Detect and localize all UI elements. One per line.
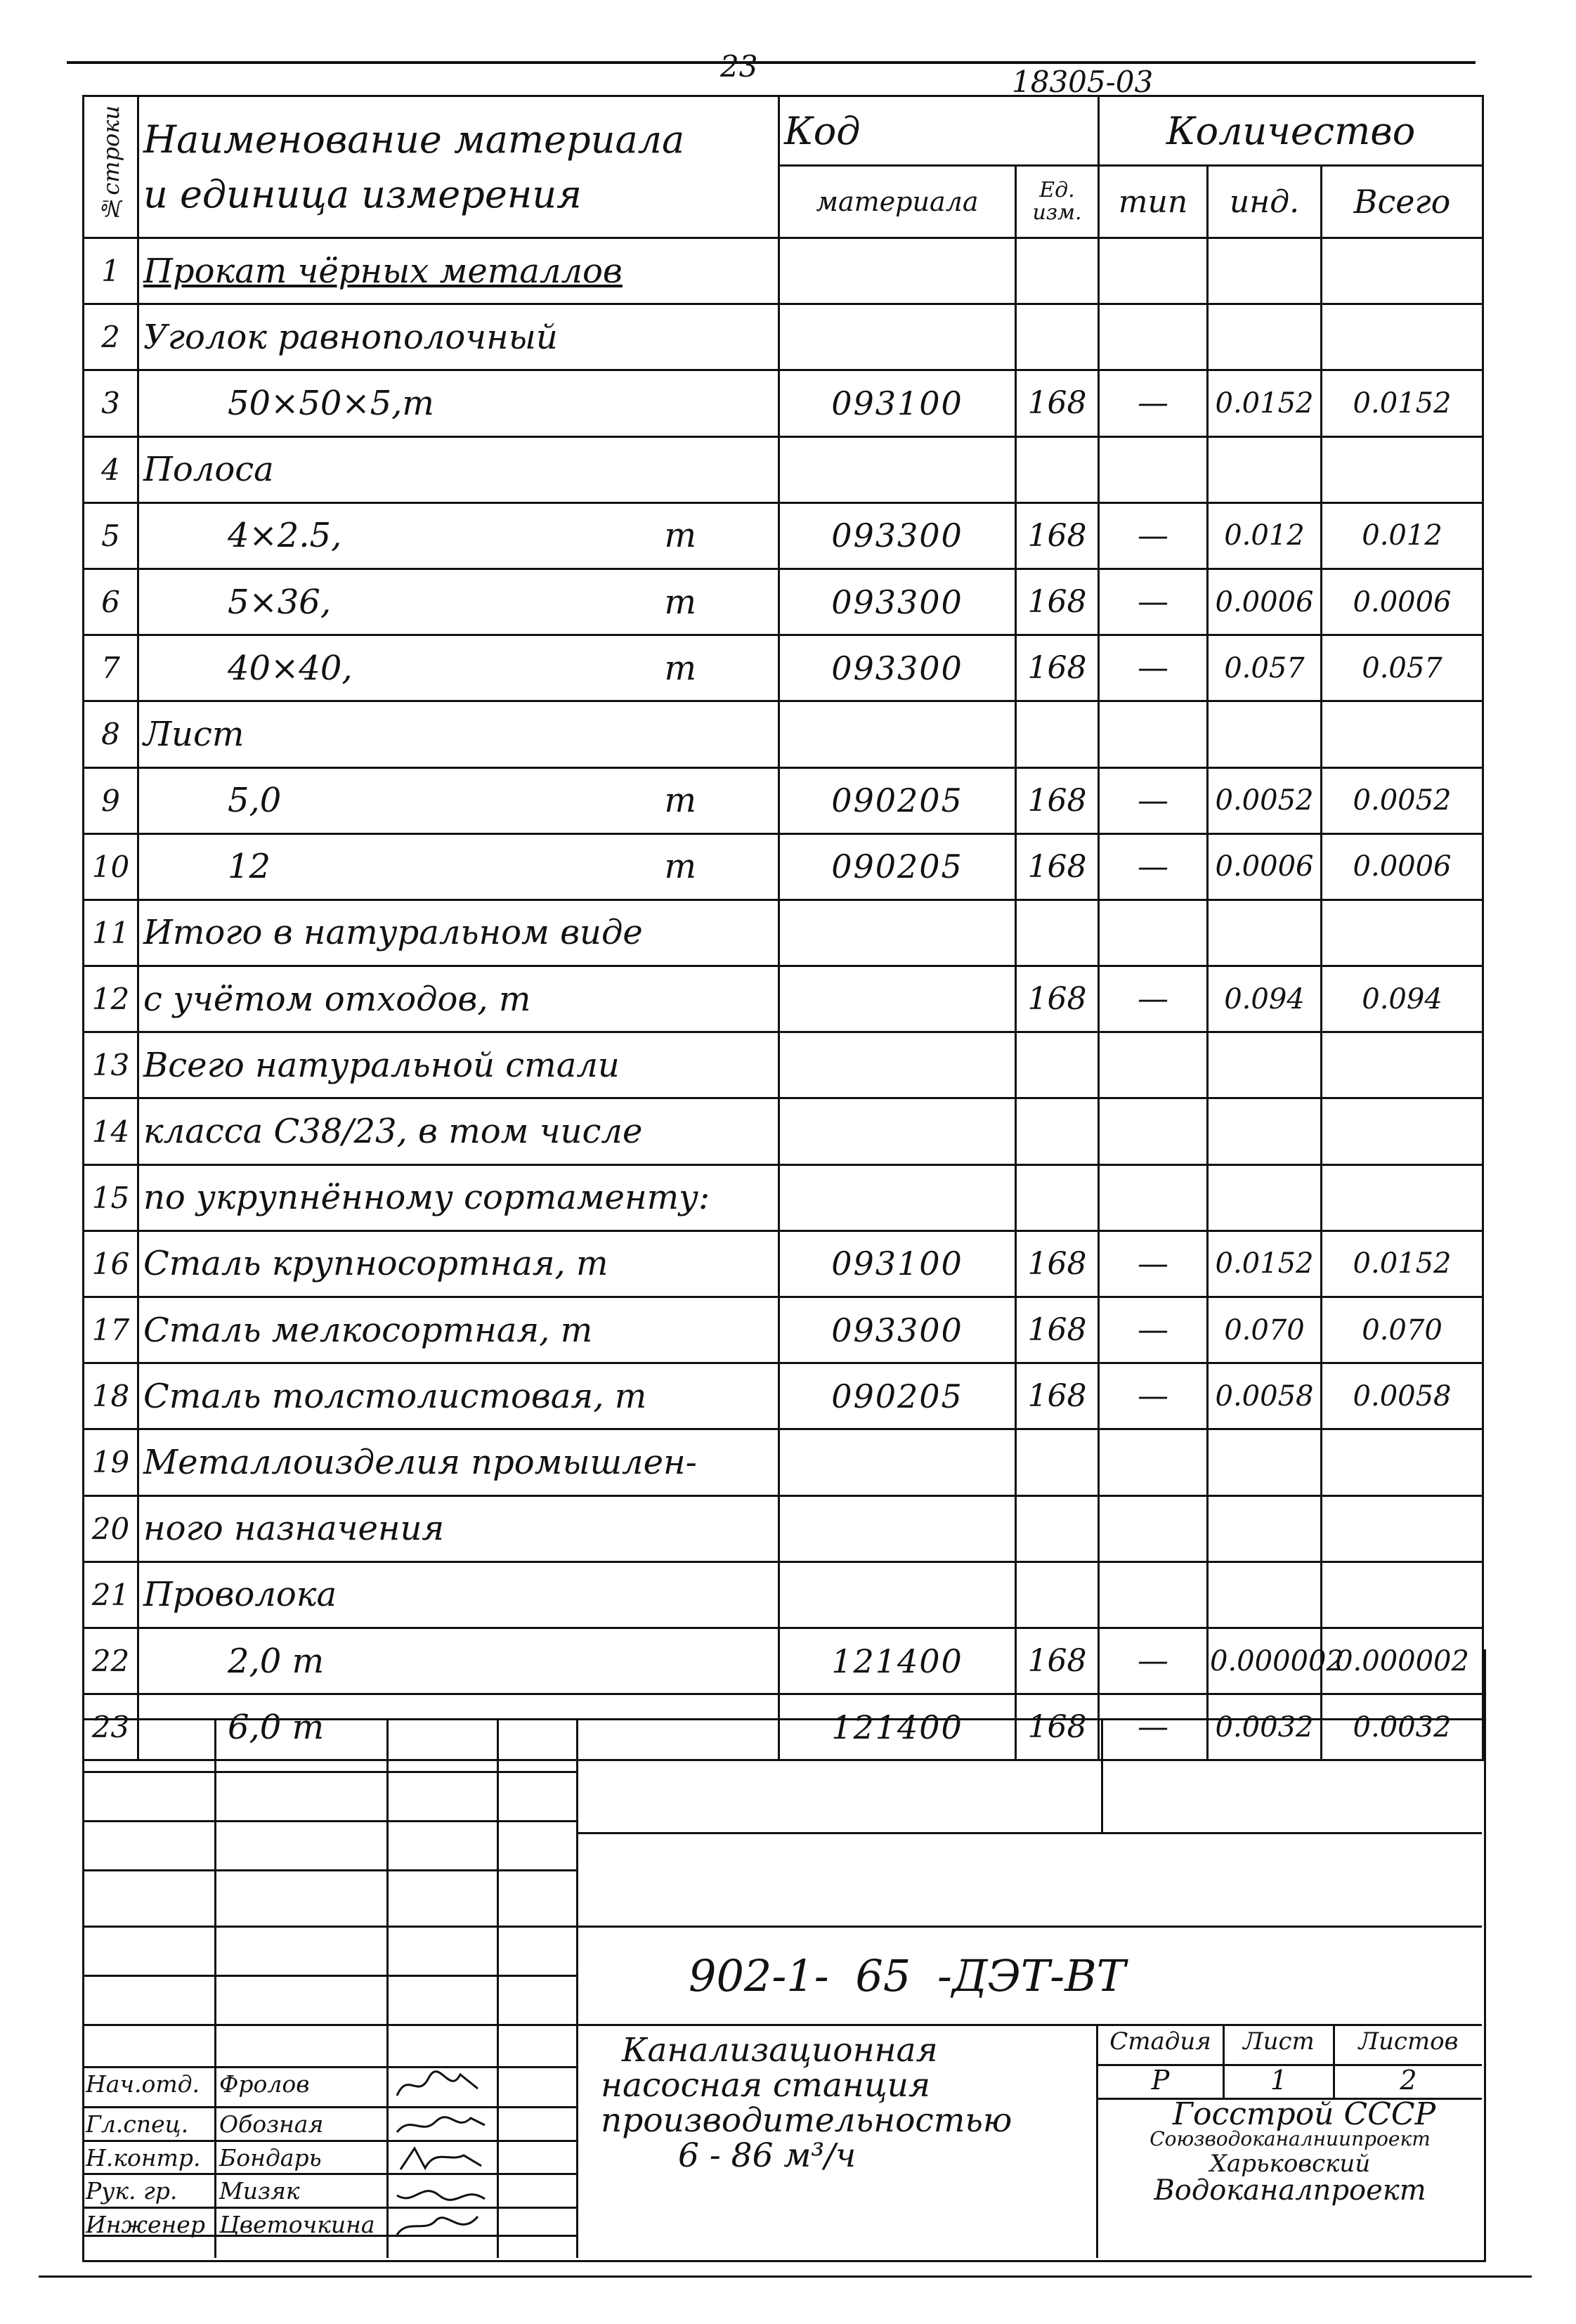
qty-type: — — [1099, 833, 1208, 900]
qty-type — [1099, 1495, 1208, 1562]
material-name: 50×50×5,т — [228, 383, 434, 423]
table-row — [84, 1098, 1483, 1164]
unit-code — [1016, 1429, 1099, 1495]
material-code — [779, 1032, 1016, 1098]
qty-total — [1322, 900, 1483, 966]
qty-type: — — [1099, 635, 1208, 701]
material-name: Металлоизделия промышлен- — [143, 1442, 697, 1482]
material-code — [779, 436, 1016, 502]
material-code — [779, 701, 1016, 767]
top-rule — [67, 61, 1476, 64]
material-name-cell — [138, 1231, 779, 1297]
code-unit-header: Ед. изм. — [1016, 166, 1099, 238]
table-row — [84, 966, 1483, 1032]
qty-type — [1099, 304, 1208, 370]
qty-type — [1099, 436, 1208, 502]
material-code: 093300 — [779, 502, 1016, 569]
material-name-cell — [138, 767, 779, 833]
qty-total: 0.094 — [1322, 966, 1483, 1032]
material-unit-label: т — [664, 582, 696, 622]
material-name: Прокат чёрных металлов — [143, 251, 623, 291]
table-row — [84, 1297, 1483, 1363]
unit-code — [1016, 1495, 1099, 1562]
row-number: 14 — [84, 1098, 138, 1164]
qty-total — [1322, 436, 1483, 502]
qty-ind — [1208, 701, 1322, 767]
qty-total: 0.0152 — [1322, 1231, 1483, 1297]
unit-code: 168 — [1016, 1628, 1099, 1694]
table-row — [84, 1495, 1483, 1562]
row-number: 12 — [84, 966, 138, 1032]
unit-code: 168 — [1016, 1231, 1099, 1297]
material-name-cell — [138, 1363, 779, 1429]
material-name: класса С38/23, в том числе — [143, 1112, 643, 1152]
unit-code — [1016, 1098, 1099, 1164]
qty-ind — [1208, 436, 1322, 502]
quantity-header: Количество — [1099, 96, 1483, 166]
signature-stroke — [400, 2148, 481, 2169]
row-number: 11 — [84, 900, 138, 966]
signature-name: Бондарь — [219, 2144, 322, 2172]
qty-type: — — [1099, 370, 1208, 436]
qty-ind-header: инд. — [1208, 166, 1322, 238]
signature-role: Гл.спец. — [86, 2110, 189, 2138]
unit-code: 168 — [1016, 635, 1099, 701]
qty-total: 0.0006 — [1322, 569, 1483, 635]
table-row — [84, 304, 1483, 370]
material-name-cell — [138, 1429, 779, 1495]
table-row — [84, 238, 1483, 304]
unit-code — [1016, 701, 1099, 767]
material-name: Лист — [143, 714, 245, 754]
sheets-label: Листов — [1358, 2027, 1459, 2056]
material-name: 6,0 т — [228, 1707, 325, 1747]
unit-code: 168 — [1016, 1363, 1099, 1429]
material-code: 093300 — [779, 569, 1016, 635]
material-code — [779, 1098, 1016, 1164]
qty-total: 0.0006 — [1322, 833, 1483, 900]
material-name-cell — [138, 833, 779, 900]
qty-type — [1099, 900, 1208, 966]
material-code — [779, 238, 1016, 304]
signature-role: Инженер — [86, 2211, 205, 2238]
unit-code: 168 — [1016, 833, 1099, 900]
material-code — [779, 1562, 1016, 1628]
row-number: 17 — [84, 1297, 138, 1363]
material-code: 093100 — [779, 1231, 1016, 1297]
qty-total — [1322, 1562, 1483, 1628]
signature-name: Фролов — [219, 2070, 310, 2098]
qty-type — [1099, 1164, 1208, 1231]
unit-code — [1016, 238, 1099, 304]
row-number: 8 — [84, 701, 138, 767]
qty-ind: 0.0152 — [1208, 370, 1322, 436]
qty-total — [1322, 1032, 1483, 1098]
material-name: Полоса — [143, 450, 274, 490]
table-row — [84, 1429, 1483, 1495]
qty-total: 0.000002 — [1322, 1628, 1483, 1694]
qty-total — [1322, 1164, 1483, 1231]
table-row — [84, 502, 1483, 569]
qty-ind: 0.0052 — [1208, 767, 1322, 833]
qty-total: 0.070 — [1322, 1297, 1483, 1363]
qty-type: — — [1099, 1694, 1208, 1760]
qty-ind: 0.0032 — [1208, 1694, 1322, 1760]
page-number: 23 — [720, 49, 758, 84]
material-name-cell — [138, 238, 779, 304]
material-name-cell — [138, 635, 779, 701]
table-row — [84, 635, 1483, 701]
qty-total: 0.012 — [1322, 502, 1483, 569]
row-number: 3 — [84, 370, 138, 436]
qty-ind — [1208, 1032, 1322, 1098]
table-row — [84, 436, 1483, 502]
qty-ind — [1208, 1429, 1322, 1495]
material-name: Сталь мелкосортная, т — [143, 1310, 593, 1350]
material-code — [779, 1495, 1016, 1562]
material-name: 4×2.5, — [228, 516, 342, 556]
signature-stroke — [397, 2072, 478, 2096]
material-name: Всего натуральной стали — [143, 1045, 620, 1085]
material-code — [779, 966, 1016, 1032]
qty-ind: 0.094 — [1208, 966, 1322, 1032]
qty-type: — — [1099, 1363, 1208, 1429]
table-row — [84, 370, 1483, 436]
material-name: 40×40, — [228, 648, 353, 688]
qty-type: — — [1099, 767, 1208, 833]
row-number: 23 — [84, 1694, 138, 1760]
material-name: 12 — [228, 847, 271, 887]
material-name-cell — [138, 966, 779, 1032]
name-header: Наименование материала и единица измерения — [138, 96, 779, 238]
material-name: 5×36, — [228, 582, 332, 622]
qty-type — [1099, 238, 1208, 304]
signature-role: Рук. гр. — [86, 2177, 178, 2205]
qty-type: — — [1099, 966, 1208, 1032]
sheet-label: Лист — [1243, 2027, 1315, 2056]
row-number: 4 — [84, 436, 138, 502]
qty-total — [1322, 1495, 1483, 1562]
unit-code: 168 — [1016, 569, 1099, 635]
qty-ind: 0.0006 — [1208, 569, 1322, 635]
qty-type: — — [1099, 1297, 1208, 1363]
material-unit-label: т — [664, 648, 696, 688]
handwritten-signature — [393, 2067, 492, 2103]
qty-ind — [1208, 900, 1322, 966]
row-number: 2 — [84, 304, 138, 370]
row-number: 1 — [84, 238, 138, 304]
row-number: 7 — [84, 635, 138, 701]
unit-code — [1016, 436, 1099, 502]
material-name: 2,0 т — [228, 1641, 325, 1681]
material-code — [779, 1164, 1016, 1231]
qty-ind — [1208, 1098, 1322, 1164]
code-header: Код — [779, 96, 1099, 166]
material-name-cell — [138, 304, 779, 370]
material-name: с учётом отходов, т — [143, 979, 531, 1019]
table-row — [84, 701, 1483, 767]
material-name: по укрупнённому сортаменту: — [143, 1178, 710, 1218]
handwritten-signature — [393, 2141, 492, 2176]
qty-total — [1322, 304, 1483, 370]
document-number: 18305-03 — [1012, 65, 1154, 99]
row-number: 19 — [84, 1429, 138, 1495]
blank-band — [82, 1649, 1486, 1720]
qty-ind: 0.070 — [1208, 1297, 1322, 1363]
qty-ind — [1208, 1164, 1322, 1231]
qty-total: 0.0152 — [1322, 370, 1483, 436]
qty-type: — — [1099, 502, 1208, 569]
material-code: 121400 — [779, 1694, 1016, 1760]
qty-total — [1322, 1098, 1483, 1164]
material-code: 090205 — [779, 767, 1016, 833]
unit-code — [1016, 1032, 1099, 1098]
material-name: ного назначения — [143, 1509, 445, 1549]
signature-stroke — [397, 2216, 478, 2235]
handwritten-signature — [393, 2174, 492, 2209]
material-name: Проволока — [143, 1575, 337, 1615]
material-name-cell — [138, 502, 779, 569]
qty-ind: 0.000002 — [1208, 1628, 1322, 1694]
unit-code: 168 — [1016, 767, 1099, 833]
materials-table — [82, 95, 1484, 1761]
material-code: 090205 — [779, 1363, 1016, 1429]
unit-code — [1016, 1164, 1099, 1231]
qty-ind — [1208, 1562, 1322, 1628]
row-number: 6 — [84, 569, 138, 635]
table-row — [84, 569, 1483, 635]
qty-total: 0.0032 — [1322, 1694, 1483, 1760]
material-name-cell — [138, 1032, 779, 1098]
row-number: 16 — [84, 1231, 138, 1297]
material-name-cell — [138, 900, 779, 966]
material-name-cell — [138, 1098, 779, 1164]
qty-total-header: Всего — [1322, 166, 1483, 238]
material-name-cell — [138, 370, 779, 436]
handwritten-signature — [393, 2208, 492, 2243]
unit-code: 168 — [1016, 966, 1099, 1032]
drawing-designation: 902-1- 65 -ДЭТ-ВТ — [689, 1950, 1126, 2001]
unit-code — [1016, 304, 1099, 370]
table-row — [84, 1164, 1483, 1231]
handwritten-signature — [393, 2108, 492, 2143]
stage-label: Стадия — [1109, 2027, 1211, 2056]
unit-code: 168 — [1016, 502, 1099, 569]
qty-type — [1099, 1429, 1208, 1495]
row-number: 13 — [84, 1032, 138, 1098]
code-material-header: материала — [779, 166, 1016, 238]
table-row — [84, 767, 1483, 833]
signature-name: Цветочкина — [219, 2211, 375, 2238]
qty-type: — — [1099, 1231, 1208, 1297]
qty-ind — [1208, 304, 1322, 370]
material-name: Сталь крупносортная, т — [143, 1244, 608, 1284]
signature-name: Мизяк — [219, 2177, 300, 2205]
material-name-cell — [138, 1562, 779, 1628]
signature-stroke — [397, 2117, 485, 2132]
qty-total: 0.057 — [1322, 635, 1483, 701]
material-name-cell — [138, 569, 779, 635]
signature-name: Обозная — [219, 2110, 324, 2138]
material-code — [779, 1429, 1016, 1495]
qty-ind — [1208, 1495, 1322, 1562]
material-name: Сталь толстолистовая, т — [143, 1376, 647, 1416]
qty-type — [1099, 1098, 1208, 1164]
row-number: 18 — [84, 1363, 138, 1429]
unit-code: 168 — [1016, 1694, 1099, 1760]
row-number: 9 — [84, 767, 138, 833]
signature-role: Нач.отд. — [86, 2070, 200, 2098]
signature-stroke — [397, 2191, 485, 2200]
qty-ind: 0.0152 — [1208, 1231, 1322, 1297]
bottom-rule — [39, 2276, 1532, 2278]
material-name-cell — [138, 436, 779, 502]
qty-total — [1322, 238, 1483, 304]
material-code: 090205 — [779, 833, 1016, 900]
qty-ind: 0.012 — [1208, 502, 1322, 569]
qty-type-header: тип — [1099, 166, 1208, 238]
material-code: 093100 — [779, 370, 1016, 436]
row-number: 20 — [84, 1495, 138, 1562]
material-name-cell — [138, 701, 779, 767]
material-unit-label: т — [664, 781, 696, 821]
table-row — [84, 1032, 1483, 1098]
stage-value: Р — [1151, 2065, 1170, 2096]
table-row — [84, 1562, 1483, 1628]
material-name: Уголок равнополочный — [143, 317, 558, 357]
material-code: 093300 — [779, 635, 1016, 701]
qty-total: 0.0052 — [1322, 767, 1483, 833]
row-number: 10 — [84, 833, 138, 900]
unit-code — [1016, 900, 1099, 966]
material-unit-label: т — [664, 516, 696, 556]
table-row — [84, 1363, 1483, 1429]
qty-total — [1322, 701, 1483, 767]
qty-type: — — [1099, 569, 1208, 635]
material-code — [779, 304, 1016, 370]
row-number: 21 — [84, 1562, 138, 1628]
qty-total: 0.0058 — [1322, 1363, 1483, 1429]
qty-ind: 0.0006 — [1208, 833, 1322, 900]
signature-role: Н.контр. — [86, 2144, 201, 2172]
material-unit-label: т — [664, 847, 696, 887]
qty-type — [1099, 1032, 1208, 1098]
qty-type — [1099, 1562, 1208, 1628]
material-name-cell — [138, 1297, 779, 1363]
qty-total — [1322, 1429, 1483, 1495]
unit-code: 168 — [1016, 1297, 1099, 1363]
row-number: 15 — [84, 1164, 138, 1231]
material-code: 121400 — [779, 1628, 1016, 1694]
qty-ind: 0.0058 — [1208, 1363, 1322, 1429]
qty-type — [1099, 701, 1208, 767]
material-code: 093300 — [779, 1297, 1016, 1363]
qty-type: — — [1099, 1628, 1208, 1694]
table-row — [84, 833, 1483, 900]
organization: Госстрой СССР Союзводоканалниипроект Харьковский Водоканалпроект — [1150, 2096, 1436, 2207]
row-number-header: №строки — [84, 96, 138, 238]
unit-code — [1016, 1562, 1099, 1628]
table-row — [84, 1231, 1483, 1297]
sheets-value: 2 — [1400, 2065, 1417, 2096]
sheet-value: 1 — [1270, 2065, 1288, 2096]
row-number: 5 — [84, 502, 138, 569]
qty-ind — [1208, 238, 1322, 304]
material-name-cell — [138, 1495, 779, 1562]
qty-ind: 0.057 — [1208, 635, 1322, 701]
unit-code: 168 — [1016, 370, 1099, 436]
material-code — [779, 900, 1016, 966]
project-title: Канализационная насосная станция производительностью 6 - 86 м³/ч — [601, 2031, 1012, 2175]
row-number: 22 — [84, 1628, 138, 1694]
material-name-cell — [138, 1164, 779, 1231]
table-row — [84, 900, 1483, 966]
material-name: Итого в натуральном виде — [143, 913, 643, 953]
material-name: 5,0 — [228, 781, 282, 821]
